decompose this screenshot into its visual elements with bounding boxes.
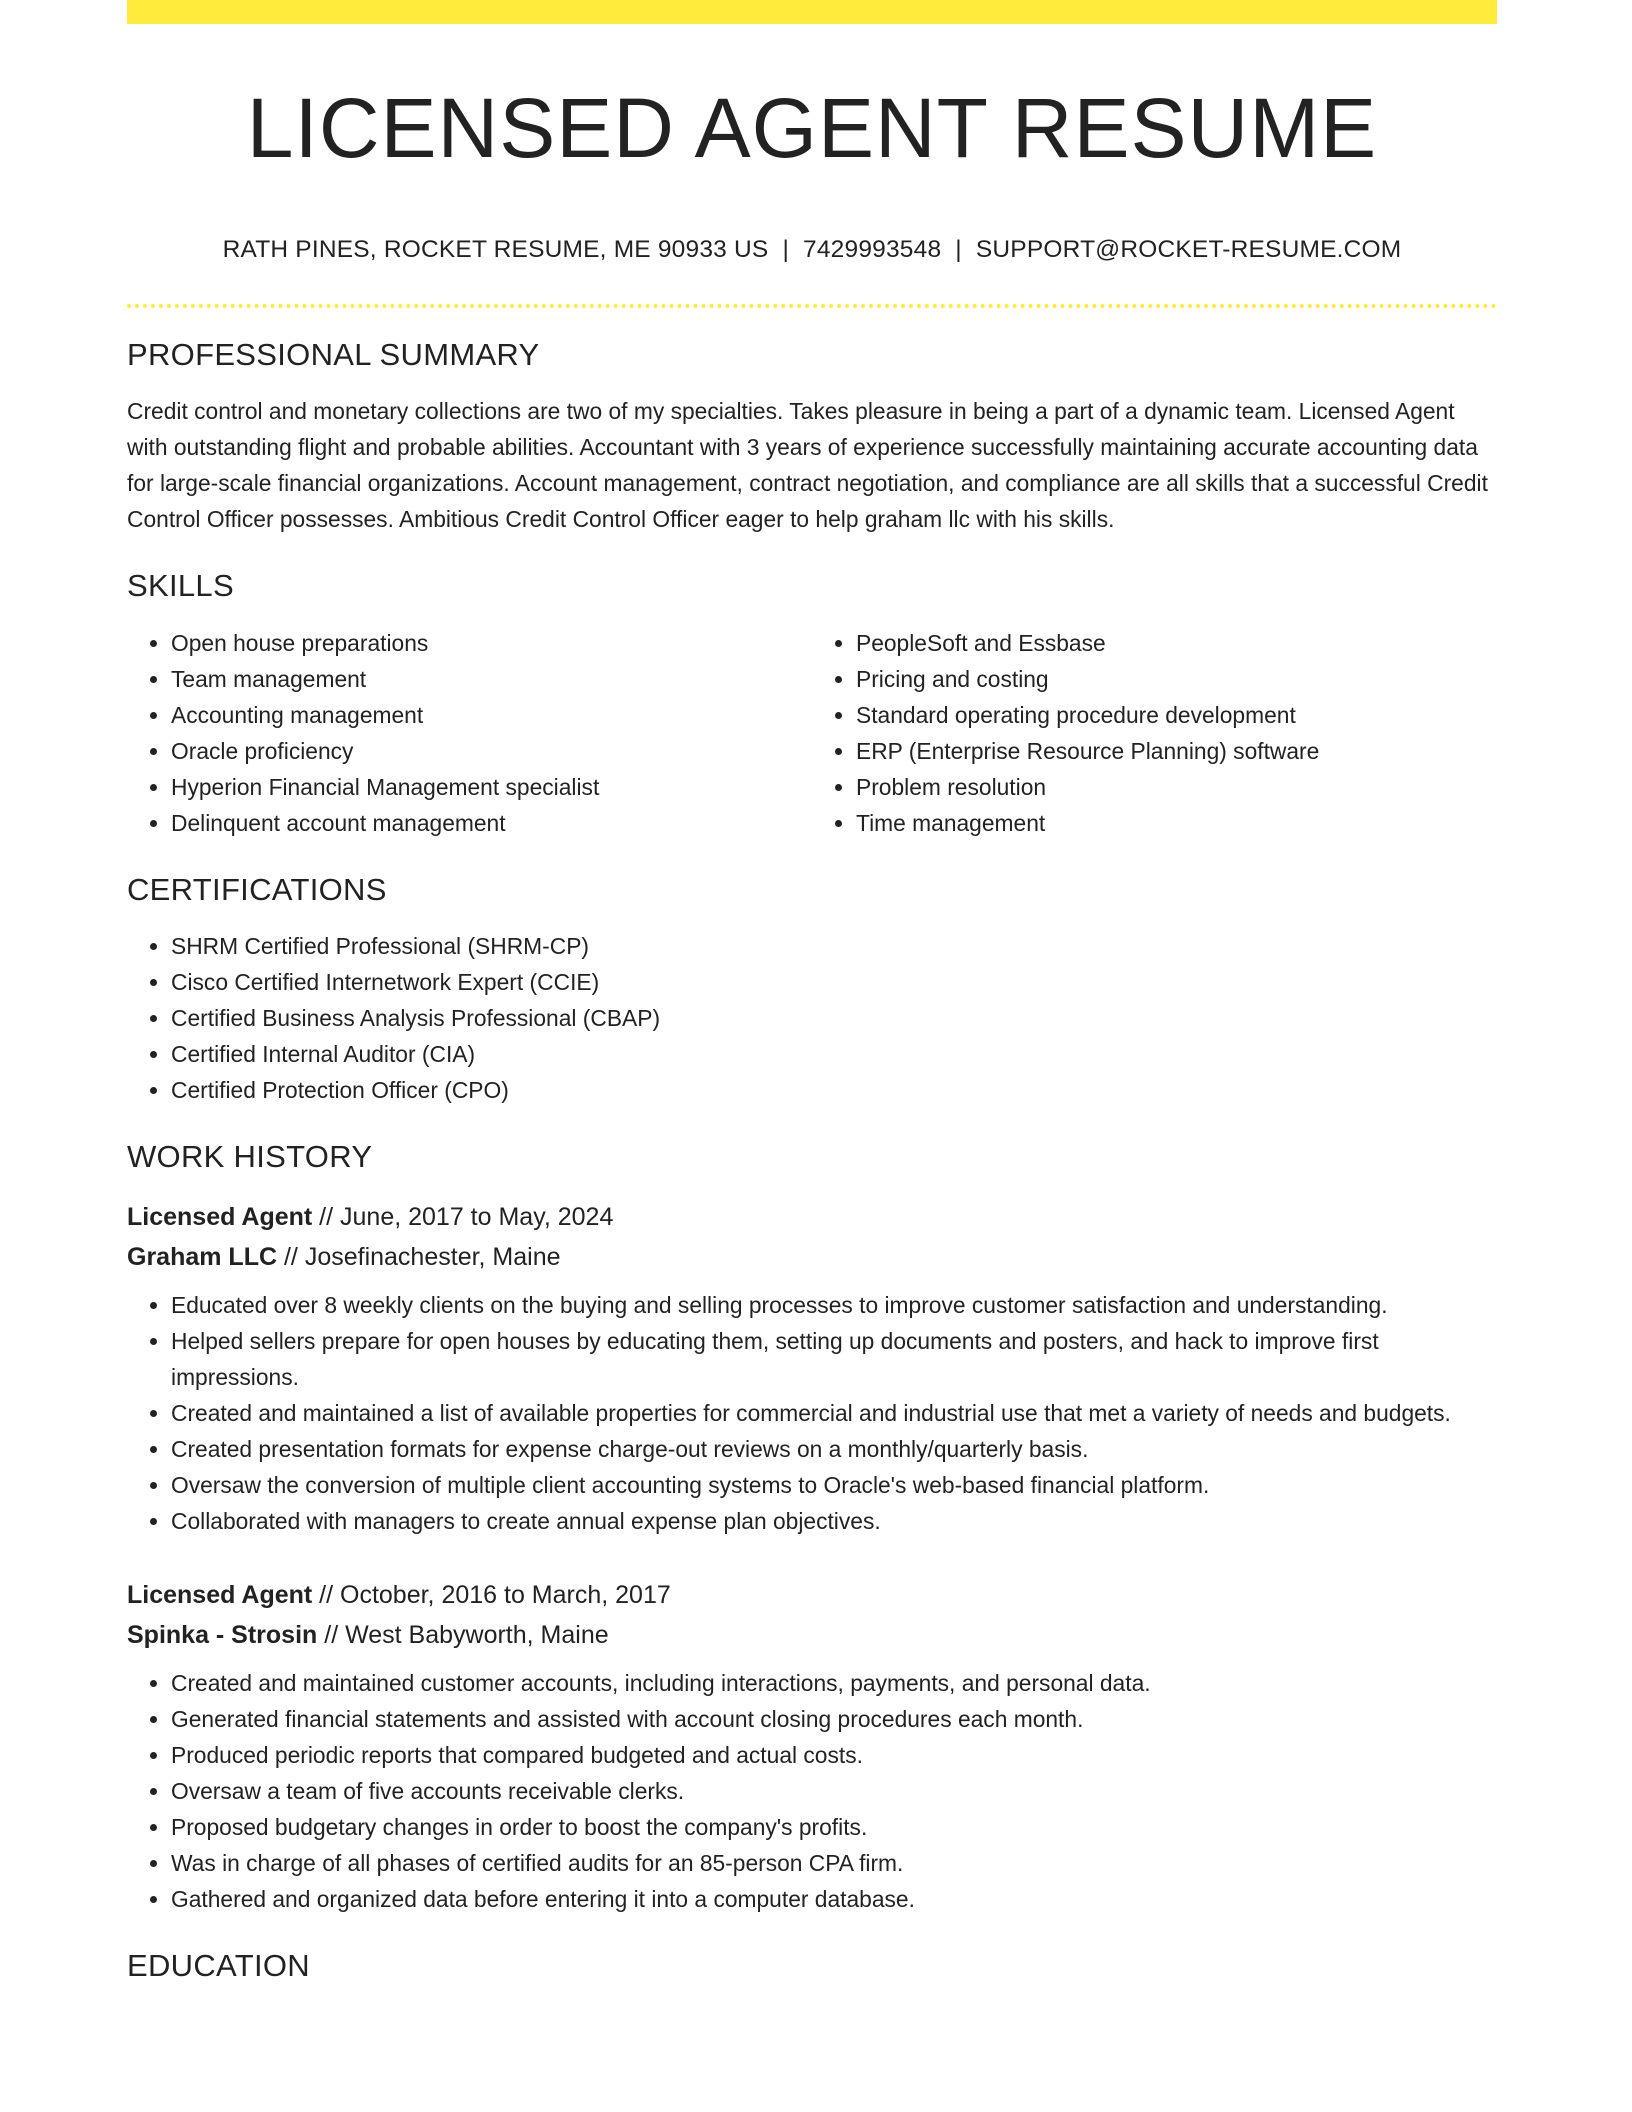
- skill-item: • Time management: [856, 805, 1497, 841]
- job-bullet: • Produced periodic reports that compared budgeted and actual costs.: [171, 1737, 1497, 1773]
- certification-item: • SHRM Certified Professional (SHRM-CP): [171, 928, 1497, 964]
- skills-column-right: [812, 625, 1497, 841]
- job-company: Graham LLC: [127, 1242, 278, 1271]
- certifications-list: [127, 928, 1497, 1108]
- job-bullet: • Was in charge of all phases of certified audits for an 85-person CPA firm.: [171, 1845, 1497, 1881]
- job-bullet: • Created and maintained customer accounts, including interactions, payments, and personal data.: [171, 1665, 1497, 1701]
- skill-item: • Team management: [171, 661, 812, 697]
- certification-item: • Certified Protection Officer (CPO): [171, 1072, 1497, 1108]
- section-heading: EDUCATION: [127, 1947, 310, 1983]
- skill-item: • Delinquent account management: [171, 805, 812, 841]
- skill-item: • Open house preparations: [171, 625, 812, 661]
- certification-item: • Certified Business Analysis Professional (CBAP): [171, 1000, 1497, 1036]
- skill-item: • Hyperion Financial Management specialist: [171, 769, 812, 805]
- job-entry: [127, 1575, 1497, 1917]
- job-bullet: • Educated over 8 weekly clients on the buying and selling processes to improve customer satisfaction and understanding.: [171, 1287, 1497, 1323]
- section-heading: CERTIFICATIONS: [127, 871, 387, 907]
- skill-item: • Standard operating procedure development: [856, 697, 1497, 733]
- section-heading: SKILLS: [127, 568, 234, 604]
- education-section: [127, 1947, 1497, 1984]
- summary-text: Credit control and monetary collections are two of my specialties. Takes pleasure in being a part of a dynamic team. Licensed Agent with outstanding flight and probable abilities. Accountant with 3 years of experience successfully maintaining accurate accounting data for large-scale financial organizations. Account management, contract negotiation, and compliance are all skills that a successful Credit Control Officer possesses. Ambitious Credit Control Officer eager to help graham llc with his skills.: [127, 398, 1488, 533]
- skills-list-right: [812, 625, 1497, 841]
- job-bullet: • Helped sellers prepare for open houses by educating them, setting up documents and posters, and hack to improve first impressions.: [171, 1323, 1497, 1395]
- job-bullet: • Created and maintained a list of available properties for commercial and industrial use that met a variety of needs and budgets.: [171, 1395, 1497, 1431]
- section-heading: PROFESSIONAL SUMMARY: [127, 337, 540, 373]
- skills-section: [127, 567, 1497, 840]
- job-title: Licensed Agent: [127, 1580, 313, 1609]
- contact-separator: |: [955, 236, 962, 264]
- job-bullet: • Oversaw the conversion of multiple client accounting systems to Oracle's web-based financial platform.: [171, 1467, 1497, 1503]
- job-company: Spinka - Strosin: [127, 1620, 318, 1649]
- job-bullet: • Created presentation formats for expense charge-out reviews on a monthly/quarterly basis.: [171, 1431, 1497, 1467]
- job-bullets: [127, 1287, 1497, 1539]
- skill-item: • Accounting management: [171, 697, 812, 733]
- certification-item: • Cisco Certified Internetwork Expert (CCIE): [171, 964, 1497, 1000]
- job-location: // Josefinachester, Maine: [283, 1242, 561, 1271]
- job-bullets: [127, 1665, 1497, 1917]
- certification-item: • Certified Internal Auditor (CIA): [171, 1036, 1497, 1072]
- job-bullet: • Gathered and organized data before entering it into a computer database.: [171, 1881, 1497, 1917]
- contact-phone: 7429993548: [803, 236, 942, 264]
- job-bullet: • Generated financial statements and assisted with account closing procedures each month.: [171, 1701, 1497, 1737]
- skill-item: • Oracle proficiency: [171, 733, 812, 769]
- professional-summary-section: [127, 336, 1497, 537]
- skill-item: • PeopleSoft and Essbase: [856, 625, 1497, 661]
- dotted-divider: [127, 304, 1497, 308]
- skill-item: • Pricing and costing: [856, 661, 1497, 697]
- contact-address: RATH PINES, ROCKET RESUME, ME 90933 US: [222, 236, 769, 264]
- resume-page: [127, 0, 1497, 1984]
- job-title-line: [127, 1575, 1497, 1615]
- skill-item: • ERP (Enterprise Resource Planning) software: [856, 733, 1497, 769]
- job-title: Licensed Agent: [127, 1202, 313, 1231]
- skills-column-left: [127, 625, 812, 841]
- skills-list-left: [127, 625, 812, 841]
- job-company-line: [127, 1615, 1497, 1655]
- contact-email: SUPPORT@ROCKET-RESUME.COM: [975, 236, 1402, 264]
- job-dates: // June, 2017 to May, 2024: [319, 1202, 614, 1231]
- job-title-line: [127, 1197, 1497, 1237]
- contact-separator: |: [782, 236, 790, 264]
- job-dates: // October, 2016 to March, 2017: [319, 1580, 671, 1609]
- work-history-section: [127, 1138, 1497, 1917]
- skills-columns: [127, 625, 1497, 841]
- job-location: // West Babyworth, Maine: [324, 1620, 609, 1649]
- skill-item: • Problem resolution: [856, 769, 1497, 805]
- resume-title: LICENSED AGENT RESUME: [246, 81, 1378, 175]
- job-bullet: • Proposed budgetary changes in order to boost the company's profits.: [171, 1809, 1497, 1845]
- section-heading: WORK HISTORY: [127, 1138, 373, 1174]
- top-accent-bar: [127, 0, 1497, 24]
- certifications-section: [127, 871, 1497, 1108]
- job-entry: [127, 1197, 1497, 1539]
- contact-line: [127, 234, 1497, 266]
- job-company-line: [127, 1237, 1497, 1277]
- job-bullet: • Oversaw a team of five accounts receivable clerks.: [171, 1773, 1497, 1809]
- job-bullet: • Collaborated with managers to create annual expense plan objectives.: [171, 1503, 1497, 1539]
